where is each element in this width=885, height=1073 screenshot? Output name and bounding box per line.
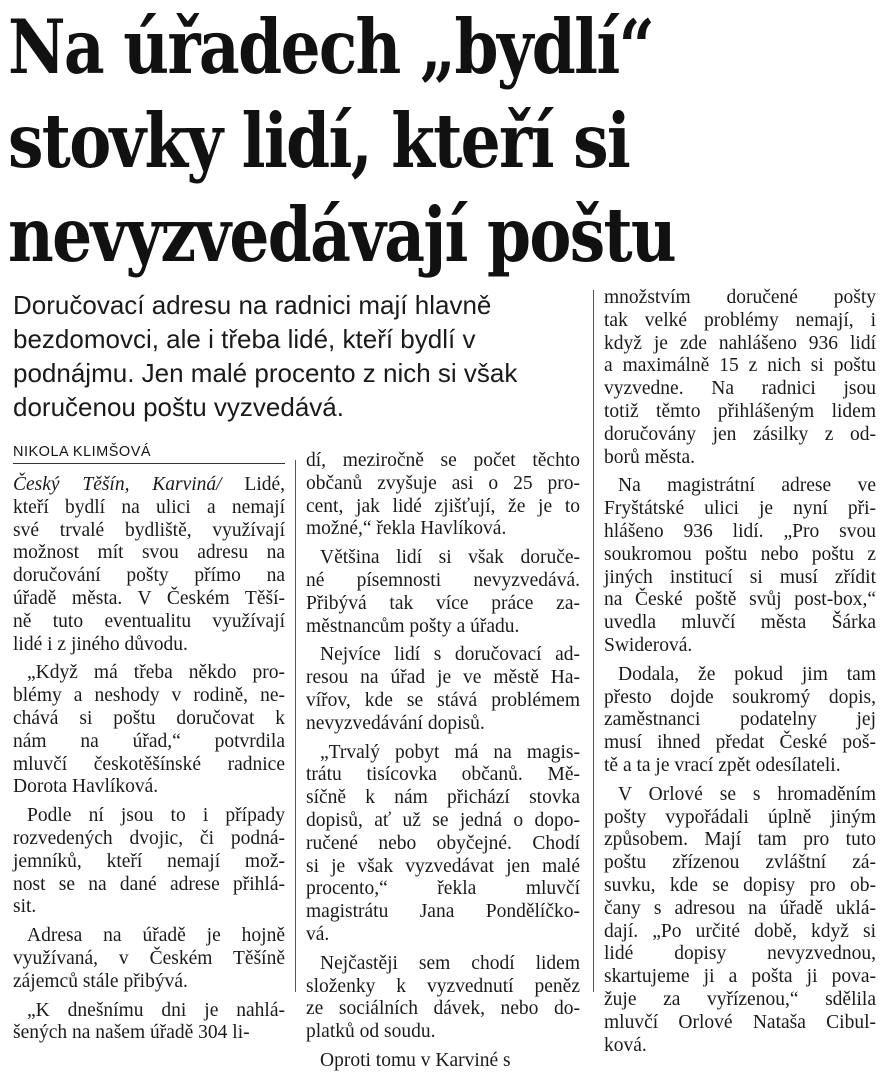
- paragraph-line: platků od soudu.: [306, 1021, 436, 1043]
- paragraph: [13, 805, 285, 919]
- paragraph-line: když je zde nahlášeno 936 lidí: [604, 332, 876, 354]
- paragraph-line: vá.: [306, 923, 330, 945]
- paragraph-line: městnancům pošty a úřadu.: [306, 615, 520, 637]
- paragraph-line: procento,“ řekla mluvčí: [306, 878, 580, 900]
- paragraph-line: V Orlové se s hromaděním: [618, 783, 876, 805]
- paragraph-line: doručovány jen zásilky z od-: [604, 423, 876, 445]
- paragraph-line: jiných institucí si musí zřídit: [604, 566, 876, 588]
- paragraph-line: dopisů, ať už se jedná o dopo-: [306, 809, 580, 831]
- paragraph-line: ze sociálních dávek, nebo do-: [306, 998, 580, 1020]
- lead-line: Doručovací adresu na radnici mají hlavně: [13, 290, 492, 320]
- paragraph-line: uvedla mluvčí města Šárka: [604, 612, 876, 634]
- paragraph-line: nost se na dané adrese přihlá-: [13, 873, 285, 895]
- paragraph-line: vyzvedne. Na radnici jsou: [604, 378, 876, 400]
- paragraph-line: cent, jak lidé zjišťují, že je to: [306, 495, 580, 517]
- paragraph-line: Dorota Havlíková.: [13, 776, 159, 798]
- paragraph: [13, 662, 285, 799]
- paragraph-line: Podle ní jsou to i případy: [27, 805, 285, 827]
- paragraph-line: skartujeme ji a pošta ji pova-: [604, 966, 876, 988]
- paragraph: [604, 475, 876, 657]
- paragraph-line: poštu zřízenou zvláštní zá-: [604, 852, 876, 874]
- headline-line: nevyzvedávají poštu: [8, 191, 676, 279]
- paragraph-line: čany s adresou na úřadě uklá-: [604, 897, 876, 919]
- paragraph-line: dí, meziročně se počet těchto: [306, 450, 580, 471]
- dateline: Český Těšín, Karviná/: [13, 474, 222, 495]
- paragraph-line: blémy a neshody v rodině, ne-: [13, 685, 285, 707]
- paragraph-line: Adresa na úřadě je hojně: [27, 925, 285, 947]
- paragraph-line: ručené nebo obyčejné. Chodí: [306, 832, 580, 854]
- paragraph-line: Na magistrátní adrese ve: [618, 475, 876, 497]
- paragraph-line: občanů zvyšuje asi o 25 pro-: [306, 472, 580, 494]
- paragraph-line: né písemnosti nevyzvedává.: [306, 569, 580, 591]
- paragraph: [604, 784, 876, 1058]
- paragraph-line: [13, 474, 285, 497]
- paragraph: [306, 1050, 580, 1073]
- paragraph-line: a maximálně 15 z nich si poštu: [604, 355, 876, 377]
- paragraph-line: magistrátu Jana Pondělíčko-: [306, 901, 580, 923]
- paragraph-line: ková.: [604, 1034, 647, 1056]
- column-divider: [295, 460, 296, 992]
- article-column-2: [306, 450, 580, 1073]
- paragraph-line: jemníků, kteří nemají mož-: [13, 850, 285, 872]
- paragraph-line: Fryštátské ulici je nyní při-: [604, 498, 876, 520]
- paragraph-line: využívaná, v Českém Těšíně: [13, 947, 285, 969]
- paragraph-line: kteří bydlí na ulici a nemají: [13, 496, 285, 518]
- paragraph-line: „K dnešnímu dni je nahlá-: [27, 999, 285, 1021]
- paragraph-line: mluvčí Orlové Nataša Cibul-: [604, 1011, 876, 1033]
- paragraph-line: způsobem. Mají tam pro tuto: [604, 829, 876, 851]
- paragraph-line: totiž těmto přihlášeným lidem: [604, 400, 876, 422]
- paragraph-line: Nejčastěji sem chodí lidem: [320, 952, 580, 974]
- lead-line: podnájmu. Jen malé procento z nich si však: [13, 358, 518, 388]
- paragraph: [13, 1000, 285, 1046]
- paragraph-line: Oproti tomu v Karviné s: [320, 1049, 511, 1071]
- lead-line: doručenou poštu vyzvedává.: [13, 392, 344, 422]
- paragraph: [306, 547, 580, 638]
- paragraph-line: doručování pošty přímo na: [13, 565, 285, 587]
- paragraph: [306, 953, 580, 1044]
- paragraph-line: tak velké problémy nemají, i: [604, 309, 876, 331]
- paragraph-line: pošty vypořádali úplně jiným: [604, 806, 876, 828]
- paragraph-line: lidé dopisy nevyzvednou,: [604, 943, 876, 965]
- headline-line: stovky lidí, kteří si: [8, 97, 630, 185]
- column-divider: [593, 290, 594, 992]
- headline-line: Na úřadech „bydlí“: [8, 3, 654, 91]
- paragraph-line: hlášeno 936 lidí. „Pro svou: [604, 520, 876, 542]
- paragraph-line: přesto dojde soukromý dopis,: [604, 686, 876, 708]
- paragraph-line: dají. „Po určité době, když si: [604, 920, 876, 942]
- paragraph-line: soukromou poštu nebo poštu z: [604, 543, 876, 565]
- paragraph: [604, 664, 876, 778]
- paragraph-line: nám na úřad,“ potvrdila: [13, 730, 285, 752]
- paragraph-line: úřadě města. V Českém Těší-: [13, 587, 285, 609]
- dateline-text: Lidé,: [244, 474, 286, 495]
- paragraph: [306, 644, 580, 735]
- paragraph-line: si je však vyzvedávat jen malé: [306, 855, 580, 877]
- paragraph-line: své trvalé bydliště, využívají: [13, 519, 285, 541]
- paragraph-line: lidé i z jiného důvodu.: [13, 633, 188, 655]
- paragraph-line: možnost mít svou adresu na: [13, 542, 285, 564]
- paragraph-line: sit.: [13, 896, 37, 918]
- paragraph-line: Většina lidí si však doruče-: [320, 547, 580, 569]
- paragraph-line: zaměstnanci podatelny jej: [604, 709, 876, 731]
- paragraph-line: složenky k vyzvednutí peněz: [306, 975, 580, 997]
- paragraph-line: síčně k nám přichází stovka: [306, 787, 580, 809]
- paragraph-line: množstvím doručené pošty: [604, 287, 876, 308]
- paragraph-line: rozvedených dvojic, či podná-: [13, 827, 285, 849]
- paragraph-line: Swiderová.: [604, 634, 693, 656]
- paragraph-line: na České poště svůj post-box,“: [604, 589, 876, 611]
- paragraph-line: resou na úřad je ve městě Ha-: [306, 667, 580, 689]
- paragraph-line: tě a ta je vrací zpět odesílateli.: [604, 754, 841, 776]
- paragraph-line: Přibývá tak více práce za-: [306, 592, 580, 614]
- article-lead: [13, 288, 613, 424]
- paragraph-line: ně tuto eventualitu využívají: [13, 610, 285, 632]
- paragraph-line: chává si poštu doručovat k: [13, 707, 285, 729]
- paragraph: [13, 925, 285, 993]
- paragraph: [604, 287, 876, 469]
- paragraph-line: „Když má třeba někdo pro-: [27, 662, 285, 684]
- paragraph-line: suvku, kde se dopisy pro ob-: [604, 874, 876, 896]
- paragraph: [13, 474, 285, 656]
- paragraph-line: Dodala, že pokud jim tam: [618, 663, 876, 685]
- paragraph: [306, 450, 580, 541]
- article-column-1: [13, 474, 285, 1045]
- paragraph-line: možné,“ řekla Havlíková.: [306, 518, 507, 540]
- paragraph-line: Nejvíce lidí s doručovací ad-: [320, 644, 580, 666]
- paragraph-line: nevyzvedávání dopisů.: [306, 712, 485, 734]
- paragraph-line: borů města.: [604, 446, 695, 468]
- paragraph-line: trátu tisícovka občanů. Mě-: [306, 764, 580, 786]
- article-column-3: [604, 287, 876, 1057]
- lead-line: bezdomovci, ale i třeba lidé, kteří bydlí v: [13, 324, 476, 354]
- paragraph: [306, 742, 580, 947]
- paragraph-line: žuje za vyřízenou,“ sdělila: [604, 988, 876, 1010]
- paragraph-line: „Trvalý pobyt má na magis-: [320, 741, 580, 763]
- paragraph-line: zájemců stále přibývá.: [13, 970, 188, 992]
- paragraph-line: vířov, kde se stává problémem: [306, 689, 580, 711]
- paragraph-line: musí ihned předat České poš-: [604, 732, 876, 754]
- paragraph-line: mluvčí českotěšínské radnice: [13, 753, 285, 775]
- paragraph-line: šených na našem úřadě 304 li-: [13, 1022, 250, 1044]
- article-headline: [8, 0, 878, 282]
- author-byline: NIKOLA KLIMŠOVÁ: [13, 443, 285, 464]
